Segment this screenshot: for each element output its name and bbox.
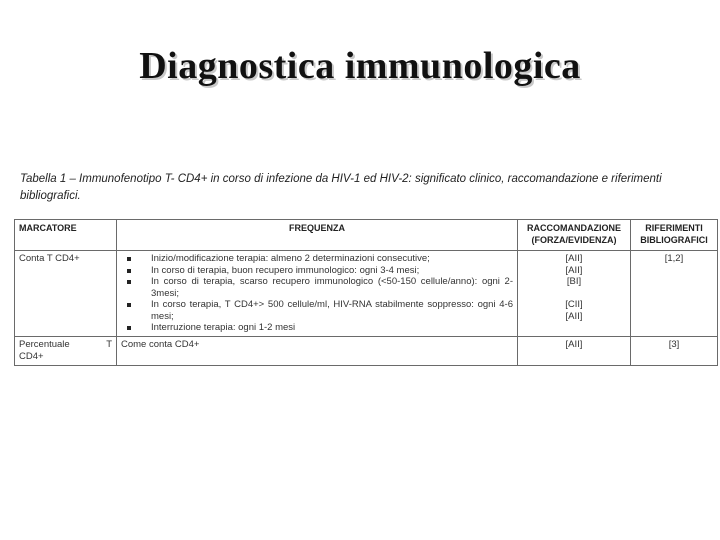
caption-line-2: bibliografici. <box>20 190 81 202</box>
marker-text: Percentuale <box>19 338 70 350</box>
frequency-item-text: In corso terapia, T CD4+> 500 cellule/ml, HIV-RNA stabilmente soppresso: ogni 4-6 mesi; <box>151 299 513 322</box>
marker-text: CD4+ <box>19 350 44 362</box>
cd4-table <box>14 219 718 366</box>
recommendation-value: [AII] <box>565 310 583 322</box>
header-recommendation-line-1: RACCOMANDAZIONE <box>527 223 621 233</box>
marker-cell <box>15 336 117 365</box>
recommendation-value: [AII] <box>565 264 583 276</box>
frequency-cell: Come conta CD4+ <box>117 336 518 365</box>
header-frequency: FREQUENZA <box>117 220 518 251</box>
bullet-icon <box>127 257 131 261</box>
recommendation-value: [CII] <box>565 299 583 310</box>
frequency-item <box>121 276 513 299</box>
slide-title: Diagnostica immunologica <box>139 45 581 87</box>
marker-first-line <box>19 339 112 351</box>
references-cell: [3] <box>631 336 718 365</box>
frequency-item <box>121 299 513 322</box>
bullet-icon <box>127 326 131 330</box>
header-recommendation <box>518 220 631 251</box>
frequency-item <box>121 265 513 277</box>
bullet-icon <box>127 280 131 284</box>
frequency-cell <box>117 251 518 337</box>
frequency-list <box>121 253 513 334</box>
table-row <box>15 251 718 337</box>
frequency-item <box>121 322 513 334</box>
table-caption <box>20 171 715 205</box>
caption-line-1: Tabella 1 – Immunofenotipo T- CD4+ in corso di infezione da HIV-1 ed HIV-2: significato clinico, raccomandazione e riferimenti <box>20 173 662 185</box>
frequency-item-text: In corso di terapia, scarso recupero immunologico (<50-150 cellule/anno): ogni 2-3mesi; <box>151 276 513 299</box>
bullet-icon <box>127 303 131 307</box>
frequency-item-text: In corso di terapia, buon recupero immunologico: ogni 3-4 mesi; <box>151 264 420 276</box>
table-header-row <box>15 220 718 251</box>
table-row <box>15 336 718 365</box>
recommendation-spacer <box>522 288 626 300</box>
marker-text: T <box>106 338 112 350</box>
references-cell: [1,2] <box>631 251 718 337</box>
header-marker: MARCATORE <box>15 220 117 251</box>
recommendation-cell: [AII] <box>518 336 631 365</box>
recommendation-value: [AII] <box>565 253 583 264</box>
frequency-item <box>121 253 513 265</box>
header-recommendation-line-2: (FORZA/EVIDENZA) <box>531 235 617 245</box>
frequency-item-text: Inizio/modificazione terapia: almeno 2 determinazioni consecutive; <box>151 253 430 264</box>
recommendation-cell <box>518 251 631 337</box>
header-references-line-2: BIBLIOGRAFICI <box>640 235 708 245</box>
marker-cell: Conta T CD4+ <box>15 251 117 337</box>
header-references <box>631 220 718 251</box>
bullet-icon <box>127 269 131 273</box>
header-references-line-1: RIFERIMENTI <box>645 223 703 233</box>
recommendation-value: [BI] <box>566 276 582 287</box>
frequency-item-text: Interruzione terapia: ogni 1-2 mesi <box>151 322 296 333</box>
